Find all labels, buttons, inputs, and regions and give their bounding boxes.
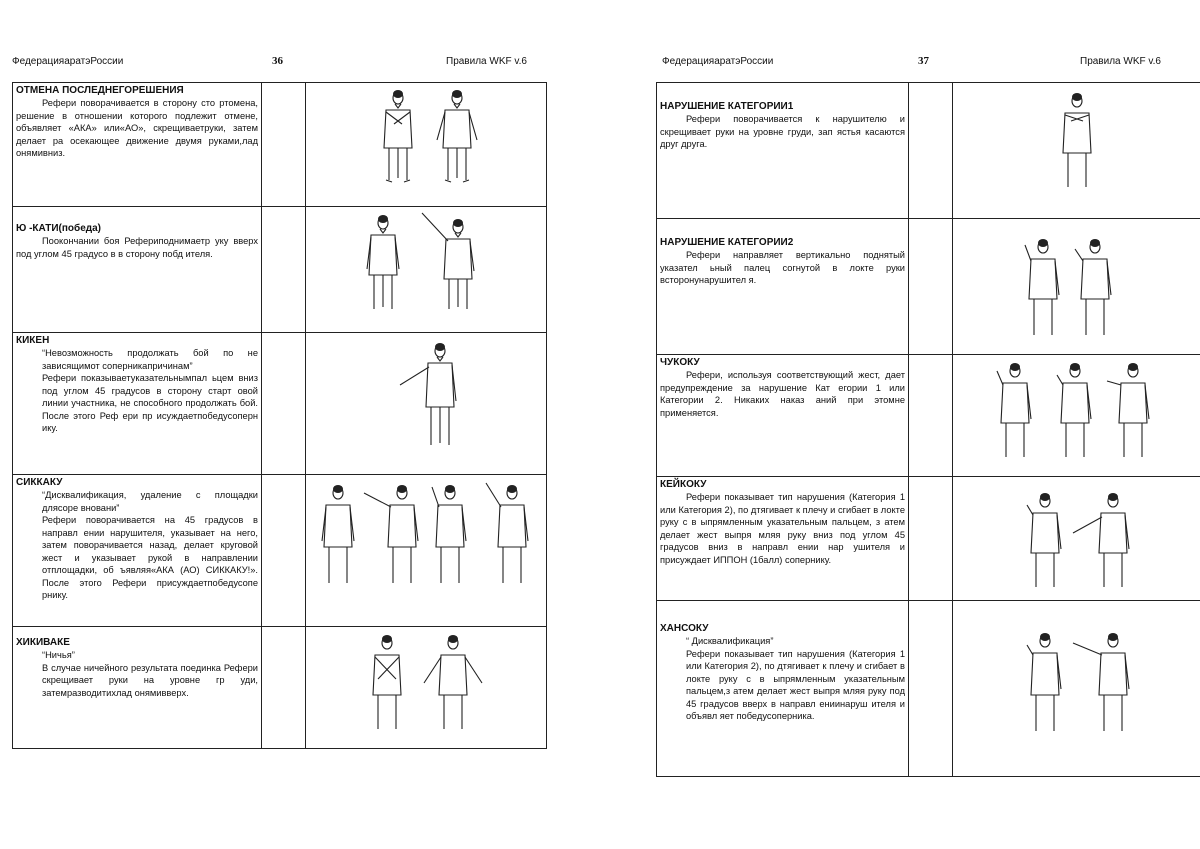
referee-hansoku-1-figure xyxy=(1023,631,1067,735)
rule-quote: “Дисквалификация, удаление с площадки длясоре вновани” xyxy=(42,490,258,513)
right-header-rules: Правила WKF v.6 xyxy=(1080,56,1161,67)
rule-title: Ю -КАТИ(победа) xyxy=(16,223,101,234)
left-header-org: ФедерацияаратэРоссии xyxy=(12,56,124,67)
referee-step1-figure xyxy=(316,483,360,587)
rule-description: Рефери поворачивается к нарушителю и скрещивает руки на уровне груди, зап ястья касаются друг друга. xyxy=(660,114,905,149)
rule-title: ОТМЕНА ПОСЛЕДНЕГОРЕШЕНИЯ xyxy=(16,85,184,96)
table-row xyxy=(657,477,1200,601)
rule-quote: “ Дисквалификация” xyxy=(686,636,774,646)
blank-cell xyxy=(909,601,953,777)
referee-keikoku-1-figure xyxy=(1023,491,1067,591)
rule-title: ХИКИВАКЕ xyxy=(16,637,70,648)
right-page xyxy=(600,0,1200,849)
rule-description: Рефери, используя соответствующий жест, дает предупреждение за нарушение Кат егории 1 или Категории 2. Никаких наказ аний при этомне применяется. xyxy=(660,370,905,418)
figure-cell xyxy=(306,333,547,475)
referee-step2-figure xyxy=(362,483,426,587)
rule-description: Рефери поворачивается на 45 градусов в направл ении нарушителя, указывает на него, затем поворачивается назад, делает круговой жест и указывает рукой в направлении отплощадки, об ъявляя«АКА (АО) СИККАКУ!». После этого Рефери присуждаетпобедусопе рнику. xyxy=(42,515,258,600)
table-row xyxy=(13,83,547,207)
rule-text-cell xyxy=(13,83,262,207)
right-rules-table xyxy=(656,82,1200,777)
right-header-org: ФедерацияаратэРоссии xyxy=(662,56,774,67)
table-row xyxy=(13,627,547,749)
rule-text-cell xyxy=(13,627,262,749)
blank-cell xyxy=(262,207,306,333)
rule-description: Поокончании боя Рефериподнимаетр уку вверх под углом 45 градусо в в сторону побд ителя. xyxy=(16,236,258,259)
rule-text-cell xyxy=(657,601,909,777)
left-header-rules: Правила WKF v.6 xyxy=(446,56,527,67)
figure-cell xyxy=(306,627,547,749)
figure-cell xyxy=(306,475,547,627)
rule-title: КЕЙКОКУ xyxy=(660,479,707,490)
rule-description: В случае ничейного результата поединка Рефери скрещивает руки на уровне гр уди, затемразводитихлад онямивверх. xyxy=(42,662,258,698)
referee-step3-figure xyxy=(424,479,474,587)
figure-cell xyxy=(953,477,1200,601)
referee-chukoku-3-figure xyxy=(1105,361,1155,461)
referee-palms-up-figure xyxy=(420,633,486,733)
table-row xyxy=(657,601,1200,777)
rule-title: ХАНСОКУ xyxy=(660,623,709,634)
table-row xyxy=(13,207,547,333)
blank-cell xyxy=(262,83,306,207)
referee-pointing-down-figure xyxy=(396,341,466,451)
table-row xyxy=(13,333,547,475)
rule-text-cell xyxy=(657,219,909,355)
table-row xyxy=(657,355,1200,477)
blank-cell xyxy=(909,477,953,601)
rule-text-cell xyxy=(13,333,262,475)
figure-cell xyxy=(953,355,1200,477)
referee-arm-raised-figure xyxy=(418,209,488,313)
rule-description: Рефери показываетуказательнымпал ьцем вниз под углом 45 градусов в сторону старт овой линии участника, не способного продолжать бой. После этого Реф ери пр исуждаетпобедусоперн ику. xyxy=(42,373,258,433)
rule-text-cell xyxy=(657,83,909,219)
figure-cell xyxy=(953,219,1200,355)
rule-description: Рефери поворачивается в сторону сто ртомена, решение в отношении которого подлежит отмене, объявляет «АКА» или«АО», скрещиваетруки, затем делает ра осекающее движение двумя руками,лад онямивниз. xyxy=(16,98,258,158)
referee-finger-up-side-figure xyxy=(1071,235,1115,339)
rule-text-cell xyxy=(13,207,262,333)
rule-quote: “Ничья” xyxy=(42,650,75,660)
blank-cell xyxy=(909,219,953,355)
blank-cell xyxy=(262,475,306,627)
referee-standing-figure xyxy=(361,213,405,313)
rule-title: ЧУКОКУ xyxy=(660,357,700,368)
figure-cell xyxy=(306,83,547,207)
referee-hansoku-2-figure xyxy=(1071,631,1135,735)
figure-cell xyxy=(306,207,547,333)
blank-cell xyxy=(262,627,306,749)
rule-quote: “Невозможность продолжать бой по не зависящимот соперникапричинам” xyxy=(42,348,258,371)
referee-finger-up-figure xyxy=(1019,235,1063,339)
rule-text-cell xyxy=(657,477,909,601)
figure-cell xyxy=(953,83,1200,219)
rule-text-cell xyxy=(13,475,262,627)
referee-keikoku-2-figure xyxy=(1071,491,1135,591)
rule-description: Рефери направляет вертикально поднятый указател ьный палец согнутой в локте руки всторонунарушител я. xyxy=(660,250,905,285)
table-row xyxy=(657,219,1200,355)
left-rules-table xyxy=(12,82,547,749)
referee-step4-figure xyxy=(482,479,536,587)
rule-title: КИКЕН xyxy=(16,335,50,346)
rule-title: СИККАКУ xyxy=(16,477,63,488)
rule-title: НАРУШЕНИЕ КАТЕГОРИИ2 xyxy=(660,237,794,248)
rule-description: Рефери показывает тип нарушения (Категория 1 или Категория 2), по дтягивает к плечу и сгибает в локте руку с в ыпрямленным указательным пальцем, з атем делает жест выпря мляя руку вниз под углом 45 градусов вниз в направл ении нар ушителя и присуждает ИППОН (1балл) сопернику. xyxy=(660,492,905,565)
referee-arms-down-figure xyxy=(434,88,480,184)
blank-cell xyxy=(262,333,306,475)
figure-cell xyxy=(953,601,1200,777)
rule-description: Рефери показывает тип нарушения (Категория 1 или Категория 2), по дтягивает к плечу и сгибает в локте руку с в ыпрямленным указательным пальцем,з атем делает жест выпря мляя руку под 45 градусов вверх в направл ениинаруш ителя и объявл яет победусоперника. xyxy=(686,648,905,721)
blank-cell xyxy=(909,355,953,477)
referee-wrists-crossed-figure xyxy=(1055,91,1099,191)
referee-crossed-arms-figure xyxy=(376,88,420,184)
referee-chukoku-2-figure xyxy=(1053,361,1097,461)
blank-cell xyxy=(909,83,953,219)
table-row xyxy=(657,83,1200,219)
rule-title: НАРУШЕНИЕ КАТЕГОРИИ1 xyxy=(660,101,794,112)
referee-crossed-low-figure xyxy=(364,633,410,733)
table-row xyxy=(13,475,547,627)
rule-text-cell xyxy=(657,355,909,477)
right-page-number: 37 xyxy=(918,55,929,67)
left-page-number: 36 xyxy=(272,55,283,67)
referee-chukoku-1-figure xyxy=(993,361,1037,461)
